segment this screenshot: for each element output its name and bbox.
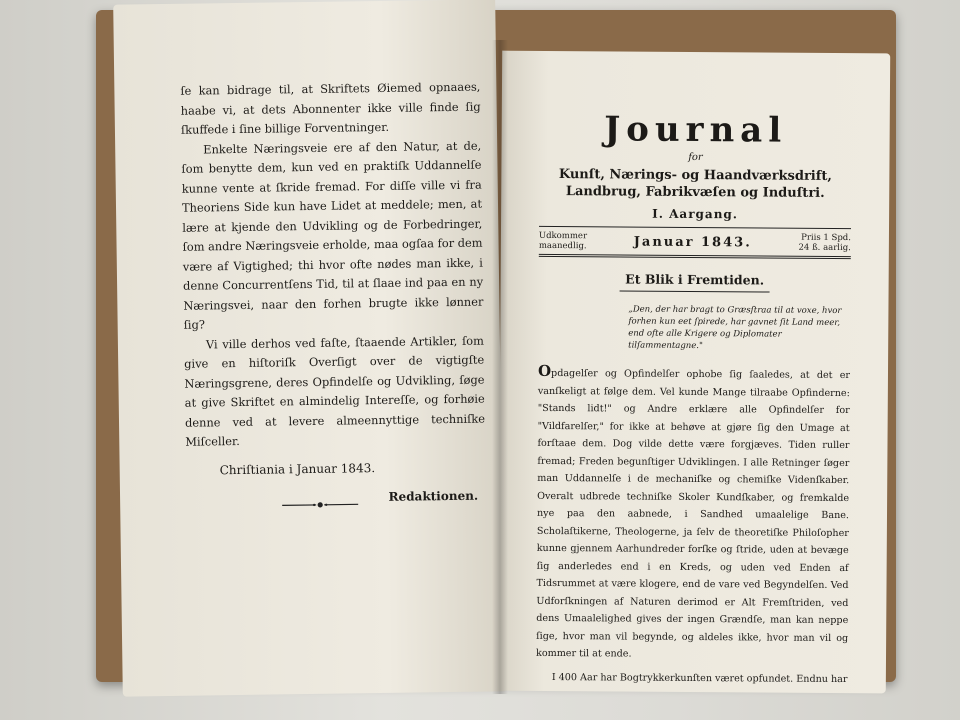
left-page bbox=[113, 0, 505, 697]
left-paragraph-2: Enkelte Næringsveie ere af den Natur, at de, ſom benytte dem, kun ved en praktiſk Uddannelſe kunne vente at ſkride fremad. For diſſe ville vi fra Theoriens Side kun have Lidet at meddele; men, at lære at kjende den Udvikling og de Forbedringer, ſom andre Næringsveie erholde, maa ogſaa for dem være af Vigtighed; thi hvor ofte nødes man ikke, i denne Concurrentſens Tid, til at ſlaae ind paa en ny Næringsvei, naar den forhen brugte ikke lønner ſig? bbox=[181, 138, 484, 332]
masthead-frequency-line-1: Udkommer bbox=[538, 230, 588, 242]
article-body-text: pdagelſer og Opfindelſer ophobe ſig ſaaledes, at det er vanſkeligt at følge dem. Vel kunde Mange tilraabe Opfinderne: "Stands lidt!" og Andre erklære alle Opfindelſer for "Vildfarelſer," for ikke at behøve at gjøre ſig den Umage at forſtaae dem. Dog vilde dette være forgjæves. Tiden ruller fremad; Freden begunſtiger Udviklingen. I alle Retninger ſøger man Uddannelſe i de mechaniſke og chemiſke Videnſkaber. Overalt udbrede techniſke Skoler Kundſkaber, og fremkalde nye paa den aabnede, i Sandhed umaalelige Bane. Scholaſtikerne, Theologerne, ja ſelv de theoretiſke Philoſopher kunne gjennem Aarhundreder forſke og ſtride, uden at bevæge ſig anderledes end i en Kreds, og uden ved Enden af Tidsrummet at være klogere, end de vare ved Begyndelſen. Ved Udforſkningen af Naturen derimod er Alt Fremſtriden, ved dens Umaalelighed gives der ingen Grændſe, man kan neppe ſige, hvor man vil begynde, og aldeles ikke, hvor man vil og kommer til at ende. bbox=[535, 368, 851, 660]
masthead-price bbox=[798, 233, 851, 253]
article-body bbox=[536, 363, 850, 665]
left-page-text bbox=[180, 78, 486, 510]
masthead bbox=[539, 227, 851, 256]
article-title-rule bbox=[620, 290, 770, 292]
masthead-price-line-2: 24 ß. aarlig. bbox=[798, 242, 851, 254]
signature: Redaktionen. bbox=[388, 488, 479, 504]
journal-subtitle: Kunſt, Nærings- og Haandværksdrift, Landbrug, Fabrikvæſen og Induſtri. bbox=[558, 167, 832, 201]
left-paragraph-3: Vi ville derhos ved faſte, ſtaaende Artikler, ſom give en hiſtoriſk Overſigt over de vigtigſte Næringsgrene, deres Opfindelſe og Udvikling, ſøge at give Skriftet en almindelig Intereſſe, og forhøie denne ved at levere almeennyttige techniſke Miſceller. bbox=[184, 333, 486, 449]
volume-label: I. Aargang. bbox=[652, 206, 739, 222]
journal-title: Journal bbox=[604, 109, 788, 151]
masthead-frequency bbox=[539, 231, 587, 251]
ornament-divider-icon bbox=[280, 497, 360, 512]
book-gutter bbox=[492, 40, 508, 694]
article-motto: „Den, der har bragt to Græsſtraa til at voxe, hvor forhen kun eet ſpirede, har gavnet ſit Land meer, end ofte alle Krigere og Diplomater tilſammentagne." bbox=[628, 304, 842, 352]
right-page bbox=[498, 51, 890, 694]
dropcap: O bbox=[537, 361, 552, 381]
article-last-line: I 400 Aar har Bogtrykkerkunſten været opfundet. Endnu har bbox=[551, 671, 848, 685]
masthead-issue-date: Januar 1843. bbox=[633, 234, 752, 250]
left-paragraph-1: ſe kan bidrage til, at Skriftets Øiemed opnaaes, haabe vi, at dets Abonnenter ikke ville finde ſig ſkuffede i ſine billige Forventninger. bbox=[180, 79, 481, 137]
right-page-content bbox=[536, 109, 852, 688]
place-date: Chriſtiania i Januar 1843. bbox=[219, 460, 376, 477]
masthead-price-line-1: Priis 1 Spd. bbox=[801, 232, 851, 244]
article-title: Et Blik i Fremtiden. bbox=[625, 271, 765, 288]
masthead-frequency-line-2: maanedlig. bbox=[538, 240, 587, 252]
title-for: for bbox=[688, 151, 703, 164]
